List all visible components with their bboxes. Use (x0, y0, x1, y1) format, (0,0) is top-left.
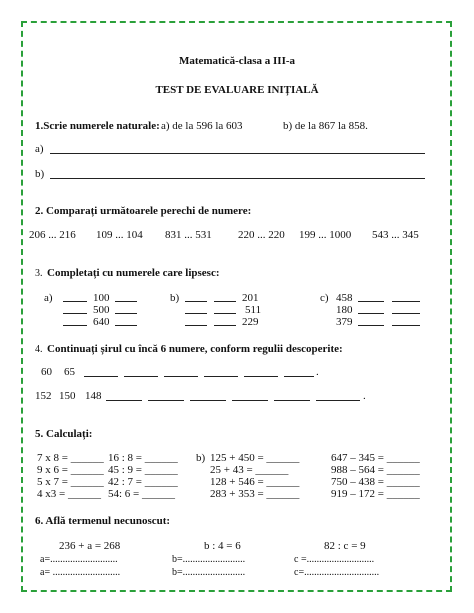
ex3-number: 3. (35, 268, 43, 279)
subject-title: Matematică-clasa a III-a (178, 55, 296, 67)
seq1-blank[interactable] (124, 376, 158, 377)
calc-row-mult: 4 x3 = ______ (37, 488, 101, 500)
ex4-number: 4. (35, 344, 43, 355)
calc-row-mult: 7 x 8 = ______ (37, 452, 104, 464)
compare-pair-5: 199 ... 1000 (299, 229, 352, 241)
compare-pair-4: 220 ... 220 (238, 229, 285, 241)
ex3-b-value-3: 229 (242, 316, 259, 328)
answer-c-line-1[interactable]: c =........................... (294, 554, 375, 565)
ex1-part-b: b) de la 867 la 858. (283, 120, 368, 132)
answer-b-line-1[interactable]: b=......................... (172, 554, 246, 565)
calc-row-add: 283 + 353 = ______ (210, 488, 300, 500)
seq1-end: . (316, 366, 319, 378)
seq2-end: . (363, 390, 366, 402)
seq2-blank[interactable] (232, 400, 268, 401)
calc-row-div: 16 : 8 = ______ (108, 452, 178, 464)
answer-a-line-2[interactable]: a= ........................... (40, 567, 121, 578)
ex4-title: Continuați șirul cu încă 6 numere, conform regulii descoperite: (47, 343, 343, 355)
seq1-blank[interactable] (164, 376, 198, 377)
ex3-c-blank[interactable] (392, 313, 420, 314)
calc-row-div: 45 : 9 = ______ (108, 464, 178, 476)
ex3-b-blank[interactable] (214, 301, 236, 302)
ex3-c-blank[interactable] (358, 313, 384, 314)
seq2-blank[interactable] (274, 400, 310, 401)
calc-row-sub: 919 – 172 = ______ (331, 488, 420, 500)
calc-row-sub: 988 – 564 = ______ (331, 464, 420, 476)
equation-2: b : 4 = 6 (204, 540, 241, 552)
ex3-a-blank[interactable] (63, 313, 87, 314)
ex1-title: 1.Scrie numerele naturale: (35, 120, 160, 132)
ex3-b-blank[interactable] (214, 313, 236, 314)
seq2-blank[interactable] (316, 400, 360, 401)
page-border (21, 21, 452, 592)
seq2-blank[interactable] (148, 400, 184, 401)
ex3-b-blank[interactable] (185, 325, 207, 326)
ex3-c-value-3: 379 (336, 316, 353, 328)
ex3-b-value-2: 511 (245, 304, 262, 316)
compare-pair-1: 206 ... 216 (29, 229, 76, 241)
ex6-title: 6. Află termenul necunoscut: (35, 515, 171, 527)
test-title: TEST DE EVALUARE INIȚIALĂ (155, 84, 319, 96)
ex5-b-label: b) (196, 452, 206, 464)
ex3-b-label: b) (170, 292, 180, 304)
ex3-b-value-1: 201 (242, 292, 259, 304)
calc-row-mult: 9 x 6 = ______ (37, 464, 104, 476)
seq2-blank[interactable] (190, 400, 226, 401)
ex3-b-blank[interactable] (214, 325, 236, 326)
seq1-term-1: 60 (41, 366, 52, 378)
answer-c-line-2[interactable]: c=.............................. (294, 567, 380, 578)
seq2-blank[interactable] (106, 400, 142, 401)
ex5-title: 5. Calculați: (35, 428, 93, 440)
ex3-c-value-1: 458 (336, 292, 353, 304)
answer-a-line-1[interactable]: a=........................... (40, 554, 118, 565)
seq1-blank[interactable] (284, 376, 314, 377)
calc-row-sub: 647 – 345 = ______ (331, 452, 420, 464)
ex3-a-value-2: 500 (93, 304, 110, 316)
seq1-blank[interactable] (244, 376, 278, 377)
ex3-c-blank[interactable] (392, 301, 420, 302)
ex3-c-blank[interactable] (358, 301, 384, 302)
ex1-part-a: a) de la 596 la 603 (161, 120, 243, 132)
calc-row-add: 25 + 43 = ______ (210, 464, 289, 476)
ex3-b-blank[interactable] (185, 313, 207, 314)
seq2-term-2: 150 (59, 390, 76, 402)
ex1-answer-line-a[interactable] (50, 153, 425, 154)
equation-3: 82 : c = 9 (324, 540, 366, 552)
seq2-term-3: 148 (85, 390, 102, 402)
seq1-term-2: 65 (64, 366, 75, 378)
calc-row-div: 54: 6 = ______ (108, 488, 176, 500)
answer-b-line-2[interactable]: b=......................... (172, 567, 246, 578)
calc-row-div: 42 : 7 = ______ (108, 476, 178, 488)
ex3-c-blank[interactable] (392, 325, 420, 326)
equation-1: 236 + a = 268 (59, 540, 121, 552)
ex3-a-blank[interactable] (115, 325, 137, 326)
seq2-term-1: 152 (35, 390, 52, 402)
ex3-a-label: a) (44, 292, 53, 304)
ex1-answer-line-b[interactable] (50, 178, 425, 179)
compare-pair-2: 109 ... 104 (96, 229, 143, 241)
calc-row-add: 125 + 450 = ______ (210, 452, 300, 464)
ex3-a-blank[interactable] (115, 301, 137, 302)
seq1-blank[interactable] (84, 376, 118, 377)
calc-row-add: 128 + 546 = ______ (210, 476, 300, 488)
ex3-a-blank[interactable] (63, 325, 87, 326)
ex3-title: Completați cu numerele care lipsesc: (47, 267, 220, 279)
ex2-title: 2. Comparați următoarele perechi de numere: (35, 205, 252, 217)
ex3-c-label: c) (320, 292, 329, 304)
ex3-c-value-2: 180 (336, 304, 353, 316)
seq1-blank[interactable] (204, 376, 238, 377)
ex3-c-blank[interactable] (358, 325, 384, 326)
compare-pair-3: 831 ... 531 (165, 229, 212, 241)
ex3-a-value-3: 640 (93, 316, 110, 328)
ex1-label-b: b) (35, 168, 45, 180)
compare-pair-6: 543 ... 345 (372, 229, 419, 241)
ex3-a-value-1: 100 (93, 292, 110, 304)
calc-row-sub: 750 – 438 = ______ (331, 476, 420, 488)
ex1-label-a: a) (35, 143, 44, 155)
ex3-a-blank[interactable] (115, 313, 137, 314)
ex3-a-blank[interactable] (63, 301, 87, 302)
calc-row-mult: 5 x 7 = ______ (37, 476, 104, 488)
ex3-b-blank[interactable] (185, 301, 207, 302)
